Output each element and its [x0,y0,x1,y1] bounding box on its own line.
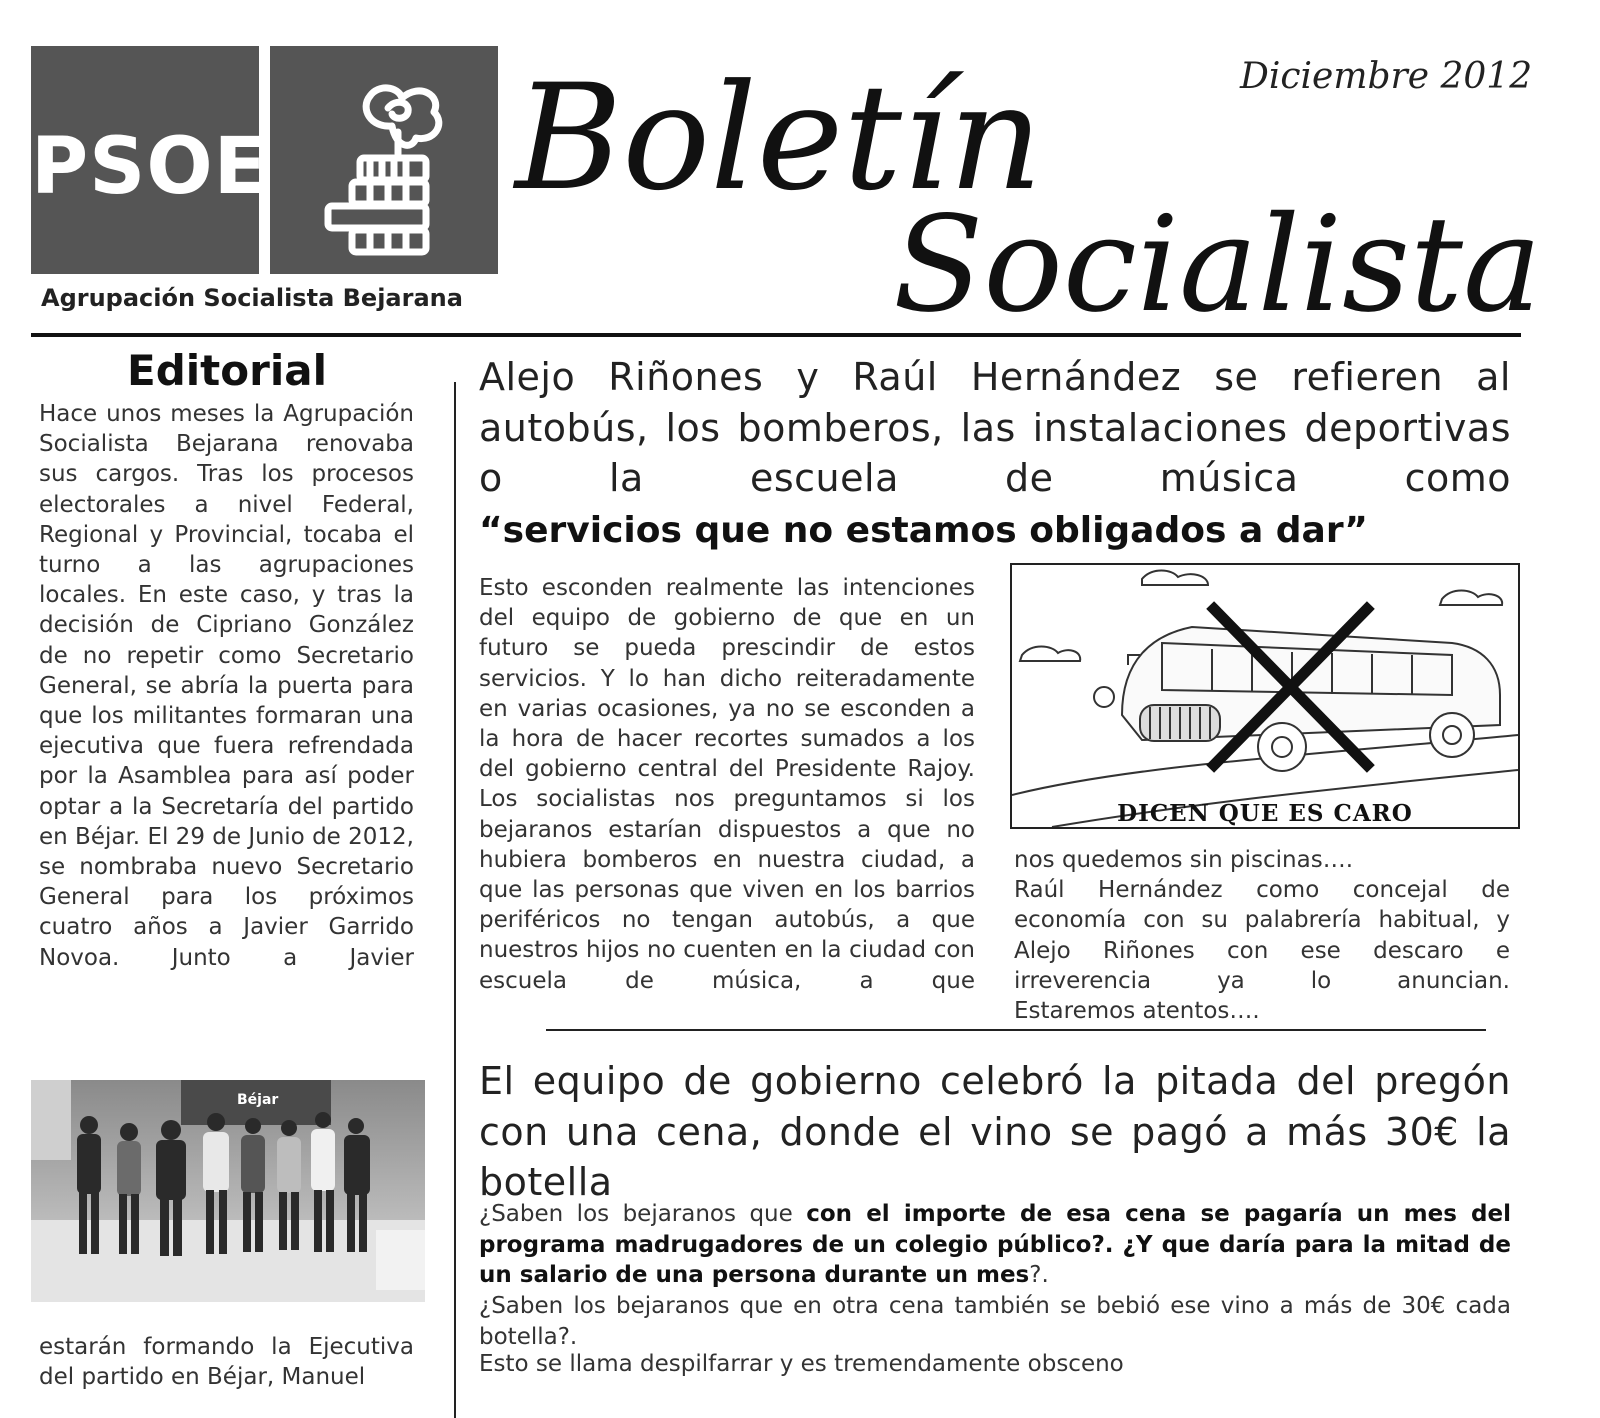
article1-body-left [479,573,975,996]
bus-illustration [1010,563,1520,829]
article2-bold-text: con el importe de esa cena se pagaría un mes del programa madrugadores de un colegio público?. ¿Y que daría para la mitad de un salario de una persona durante un mes [479,1201,1512,1288]
article-divider [546,1029,1486,1031]
psoe-logo [31,46,268,274]
masthead-divider [31,333,1521,337]
article1-paragraph: nos quedemos sin piscinas…. [1014,847,1354,873]
article2-paragraph-1 [479,1199,1511,1291]
editorial-body-continued: estarán formando la Ejecutiva del partido en Béjar, Manuel [39,1334,414,1391]
issue-date: Diciembre 2012 [1240,56,1533,97]
article2-paragraph-2: ¿Saben los bejaranos que en otra cena también se bebió ese vino a más de 30€ cada botella?. [479,1293,1511,1350]
article1-headline: Alejo Riñones y Raúl Hernández se refieren al autobús, los bomberos, las instalaciones deportivas o la escuela de música como [479,355,1511,500]
article1-paragraph: Raúl Hernández como concejal de economía con su palabrería habitual, y Alejo Riñones con ese descaro e irreverencia ya lo anuncian. [1014,877,1510,994]
article1-paragraph: Esto esconden realmente las intenciones del equipo de gobierno de que en un futuro se pueda prescindir de estos servicios. Y lo han dicho reiteradamente en varias ocasiones, ya no se esconden a la hora de hacer recortes sumados a los del gobierno central del Presidente Rajoy. [479,575,975,783]
crossed-out-bus-icon [1012,565,1518,827]
column-divider [454,382,456,1418]
article2-paragraph-3: Esto se llama despilfarrar y es tremendamente obsceno [479,1351,1124,1377]
title-line-1: Boletín [515,53,1043,223]
rose-fist-logo [270,46,498,274]
article2-text: ?. [1029,1262,1049,1288]
article1-body-right [1014,845,1510,1026]
article2-text: ¿Saben los bejaranos que [479,1201,807,1227]
photo-banner-text: Béjar [237,1092,279,1108]
article2-headline: El equipo de gobierno celebró la pitada del pregón con una cena, donde el vino se pagó a más 30€ la botella [479,1059,1511,1204]
organization-name: Agrupación Socialista Bejarana [41,284,463,312]
article1-paragraph: Estaremos atentos…. [1014,998,1260,1025]
rose-fist-icon [270,46,498,274]
article1-headline-quote: “servicios que no estamos obligados a dar” [479,510,1368,551]
article1-paragraph: Los socialistas nos preguntamos si los bejaranos estarían dispuestos a que no hubiera bomberos en nuestra ciudad, a que las personas que viven en los barrios periféricos no tengan autobús, a que nuestros hijos no cuenten en la ciudad con escuela de música, a que [479,786,975,994]
editorial-group-photo [31,1080,425,1302]
editorial-body: Hace unos meses la Agrupación Socialista Bejarana renovaba sus cargos. Tras los procesos electorales a nivel Federal, Regional y Provincial, tocaba el turno a las agrupaciones locales. En este caso, y tras la decisión de Cipriano González de no repetir como Secretario General, se abría la puerta para que los militantes formaran una ejecutiva que fuera refrendada por la Asamblea para así poder optar a la Secretaría del partido en Béjar. El 29 de Junio de 2012, se nombraba nuevo Secretario General para los próximos cuatro años a Javier Garrido Novoa. Junto a Javier [39,401,414,971]
editorial-heading: Editorial [127,346,327,395]
psoe-logo-text: PSOE [31,122,268,212]
title-line-2: Socialista [893,188,1542,342]
bus-illustration-caption: DICEN QUE ES CARO [1117,800,1413,827]
